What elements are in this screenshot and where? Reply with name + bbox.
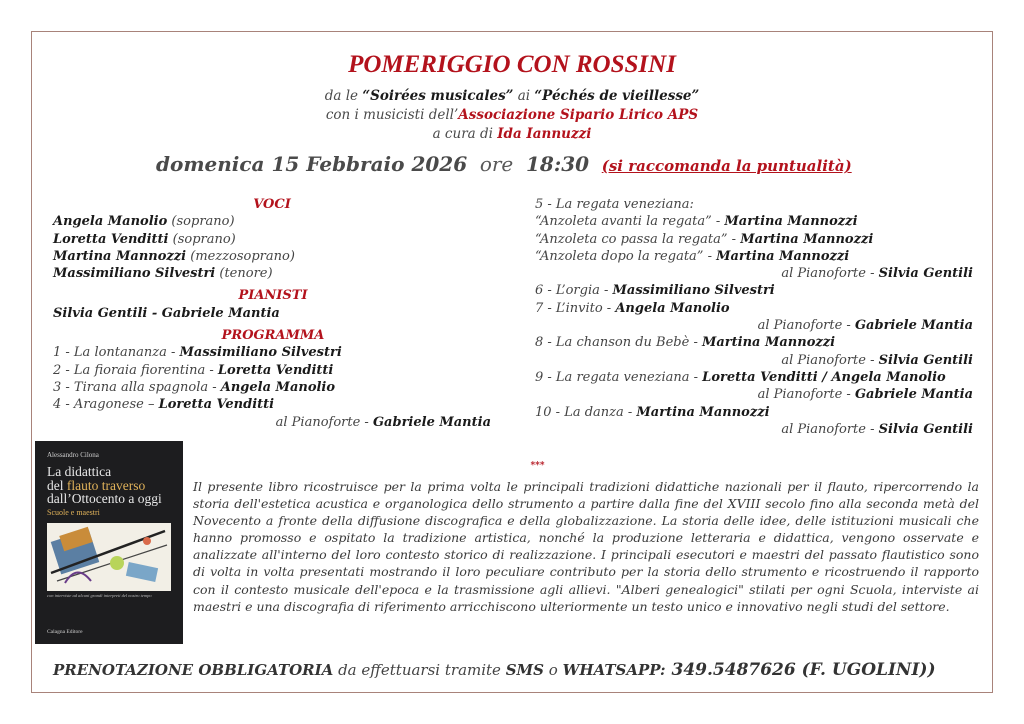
program-row: 4 - Aragonese – Loretta Venditti	[53, 397, 275, 413]
separator: ***	[530, 461, 545, 471]
program-row: 8 - La chanson du Bebè - Martina Mannozzi	[535, 335, 836, 351]
book-subtitle: Scuole e maestri	[47, 508, 100, 517]
program-row: 1 - La lontananza - Massimiliano Silvestri	[53, 345, 342, 361]
program-row: “Anzoleta avanti la regata” - Martina Mannozzi	[535, 214, 858, 230]
event-date: domenica 15 Febbraio 2026 ore 18:30 (si raccomanda la puntualità)	[156, 152, 852, 176]
program-row: 9 - La regata veneziana - Loretta Venditti / Angela Manolio	[535, 369, 946, 385]
program-row: 2 - La fioraia fiorentina - Loretta Venditti	[53, 362, 334, 378]
book-publisher: Calagna Editore	[47, 629, 83, 635]
singer-row: Loretta Venditti (soprano)	[53, 231, 236, 247]
piano-credit: al Pianoforte - Gabriele Mantia	[757, 318, 973, 334]
left-column	[53, 196, 493, 431]
program-row: “Anzoleta co passa la regata” - Martina Mannozzi	[535, 231, 874, 247]
piano-credit: al Pianoforte - Silvia Gentili	[781, 421, 973, 437]
piano-credit: al Pianoforte - Silvia Gentili	[781, 352, 973, 368]
book-cover-artwork	[47, 523, 171, 591]
piano-credit: al Pianoforte - Gabriele Mantia	[275, 414, 491, 430]
subtitle-line-2: con i musicisti dell’Associazione Sipario Lirico APS	[325, 107, 699, 123]
subtitle-line-3: a cura di Ida Iannuzzi	[432, 126, 592, 142]
book-note: con interviste ad alcuni grandi interpreti del nostro tempo	[47, 593, 152, 598]
program-row: 5 - La regata veneziana:	[535, 197, 694, 212]
program-row: 3 - Tirana alla spagnola - Angela Manolio	[53, 379, 336, 395]
voci-heading: VOCI	[253, 197, 291, 212]
pianisti-heading: PIANISTI	[238, 288, 308, 304]
punctuality-note: (si raccomanda la puntualità)	[601, 157, 852, 175]
program-row: 6 - L’orgia - Massimiliano Silvestri	[535, 283, 775, 299]
booking-footer: PRENOTAZIONE OBBLIGATORIA da effettuarsi tramite SMS o WHATSAPP: 349.5487626 (F. UGOLINI))	[53, 660, 936, 680]
subtitle-line-1: da le “Soirées musicales” ai “Péchés de vieillesse”	[324, 88, 700, 104]
pianisti-names: Silvia Gentili - Gabriele Mantia	[53, 305, 280, 321]
program-row: “Anzoleta dopo la regata” - Martina Mannozzi	[535, 248, 850, 264]
right-column	[535, 196, 973, 438]
piano-credit: al Pianoforte - Silvia Gentili	[781, 266, 973, 282]
program-row: 10 - La danza - Martina Mannozzi	[535, 404, 770, 420]
piano-credit: al Pianoforte - Gabriele Mantia	[757, 387, 973, 403]
book-cover	[35, 441, 183, 644]
singer-row: Angela Manolio (soprano)	[53, 214, 235, 230]
event-title: POMERIGGIO CON ROSSINI	[348, 51, 676, 78]
book-author: Alessandro Cilona	[47, 451, 99, 459]
singer-row: Martina Mannozzi (mezzosoprano)	[53, 248, 295, 264]
singer-row: Massimiliano Silvestri (tenore)	[53, 266, 273, 282]
book-title: La didattica del flauto traverso dall’Ottocento a oggi	[47, 464, 162, 506]
book-description: Il presente libro ricostruisce per la prima volta le principali tradizioni didattiche nazionali per il flauto, ripercorrendo la storia dell'estetica acustica e organologica dello strumento a partire dalla fine del XVIII secolo fino alla seconda metà del Novecento a fronte della diffusione discografica e della globalizzazione. La storia delle idee, delle istituzioni musicali che hanno promosso e ospitato la tradizione artistica, nonché la produzione letteraria e didattica, vengono osservate e analizzate all'interno del loro contesto storico di realizzazione. I principali esecutori e maestri del passato flautistico sono di volta in volta presentati mostrando il loro peculiare contributo per la storia dello strumento e ricostruendo il rapporto con il contesto musicale dell'epoca e la trasmissione agli allievi. "Alberi genealogici" stilati per ogni Scuola, interviste ai maestri e una discografia di riferimento arricchiscono ulteriormente un testo unico e innovativo negli studi del settore.	[193, 479, 979, 614]
program-row: 7 - L’invito - Angela Manolio	[535, 300, 730, 316]
programma-heading: PROGRAMMA	[221, 328, 325, 344]
